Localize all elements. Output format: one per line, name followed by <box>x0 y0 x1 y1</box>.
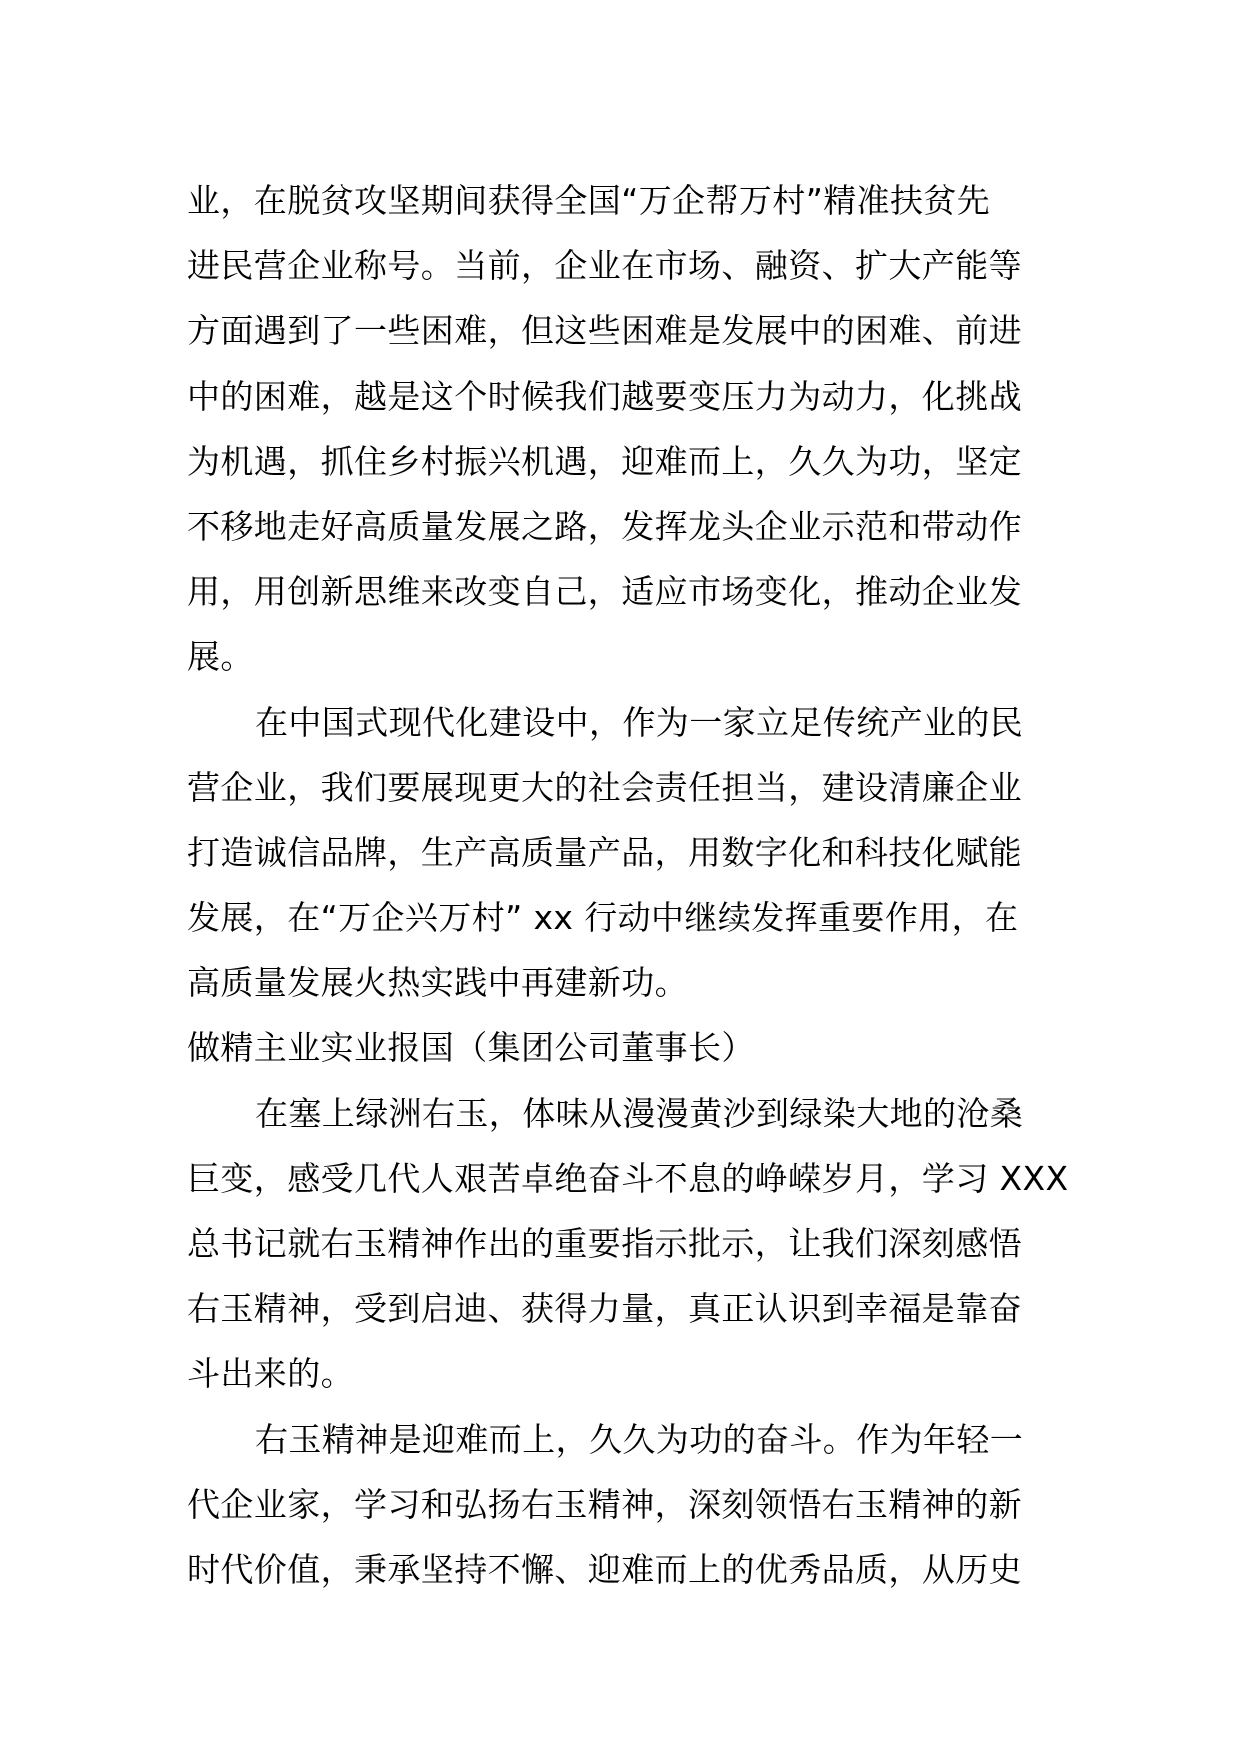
paragraph-first-line: 在塞上绿洲右玉，体味从漫漫黄沙到绿染大地的沧桑 <box>255 1093 1024 1133</box>
text-line: 右玉精神，受到启迪、获得力量，真正认识到幸福是靠奋 <box>187 1289 1022 1329</box>
paragraph-first-line: 右玉精神是迎难而上，久久为功的奋斗。作为年轻一 <box>255 1419 1024 1459</box>
text-line: 时代价值，秉承坚持不懈、迎难而上的优秀品质，从历史 <box>187 1549 1022 1589</box>
paragraph-first-line: 在中国式现代化建设中，作为一家立足传统产业的民 <box>255 702 1024 742</box>
text-line: 用，用创新思维来改变自己，适应市场变化，推动企业发 <box>187 572 1022 612</box>
section-heading: 做精主业实业报国（集团公司董事长） <box>187 1028 755 1068</box>
text-line: 打造诚信品牌，生产高质量产品，用数字化和科技化赋能 <box>187 832 1022 872</box>
text-line: 代企业家，学习和弘扬右玉精神，深刻领悟右玉精神的新 <box>187 1484 1022 1524</box>
text-line: 发展，在“万企兴万村” xx 行动中继续发挥重要作用，在 <box>187 898 1019 938</box>
text-line: 方面遇到了一些困难，但这些困难是发展中的困难、前进 <box>187 311 1022 351</box>
text-line: 为机遇，抓住乡村振兴机遇，迎难而上，久久为功，坚定 <box>187 441 1022 481</box>
text-line: 巨变，感受几代人艰苦卓绝奋斗不息的峥嵘岁月，学习 XXX <box>187 1158 1069 1198</box>
document-body <box>187 168 1069 1602</box>
text-line: 斗出来的。 <box>187 1354 354 1394</box>
text-line: 业，在脱贫攻坚期间获得全国“万企帮万村”精准扶贫先 <box>187 181 991 220</box>
text-line: 高质量发展火热实践中再建新功。 <box>187 963 688 1003</box>
text-line: 中的困难，越是这个时候我们越要变压力为动力，化挑战 <box>187 376 1022 416</box>
text-line: 进民营企业称号。当前，企业在市场、融资、扩大产能等 <box>187 246 1022 286</box>
text-line: 展。 <box>187 637 254 677</box>
text-line: 营企业，我们要展现更大的社会责任担当，建设清廉企业 <box>187 767 1022 807</box>
text-line: 总书记就右玉精神作出的重要指示批示，让我们深刻感悟 <box>187 1224 1022 1263</box>
text-line: 不移地走好高质量发展之路，发挥龙头企业示范和带动作 <box>187 506 1022 546</box>
